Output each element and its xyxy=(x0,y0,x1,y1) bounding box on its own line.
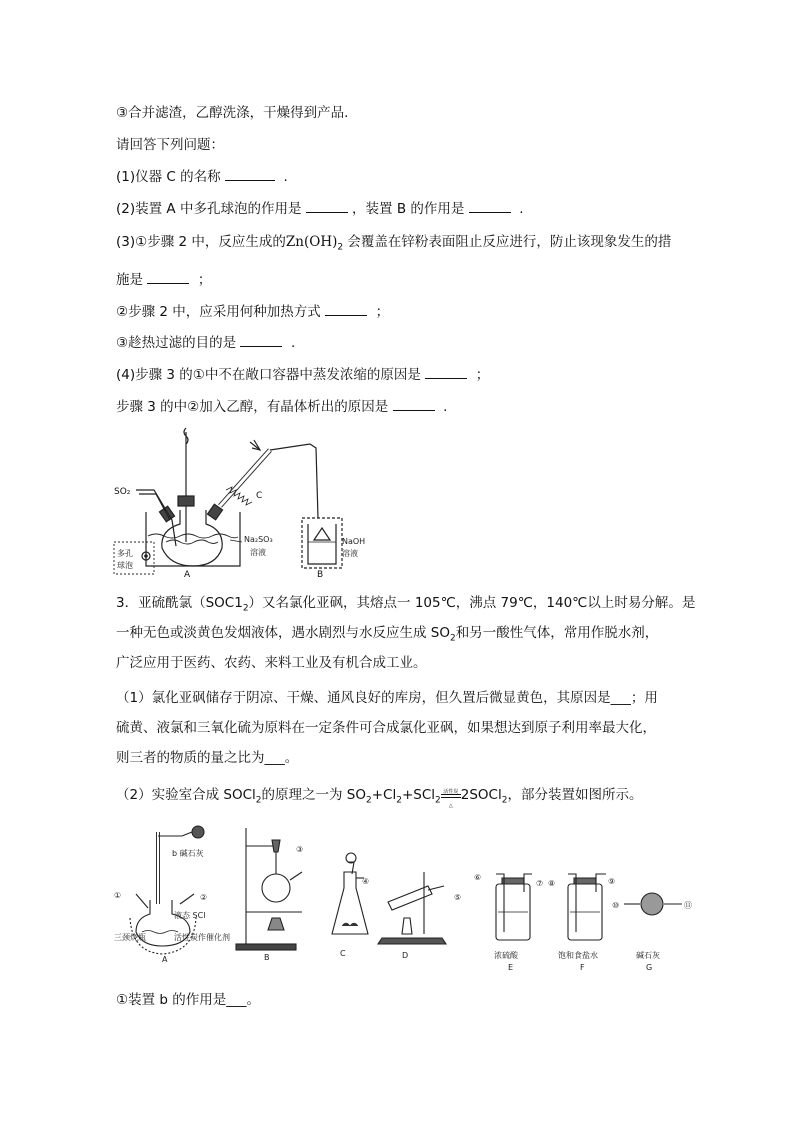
step3-line: ③合并滤渣，乙醇洗涤，干燥得到产品. xyxy=(116,105,349,121)
answer-blank[interactable] xyxy=(306,198,348,213)
apparatus-d-label: D xyxy=(402,951,409,960)
naoh-label-2: 溶液 xyxy=(342,549,358,558)
apparatus-figure-1 xyxy=(110,424,380,584)
catalyst-label: 活性炭作催化剂 xyxy=(174,933,230,942)
port-9-label: ⑨ xyxy=(608,877,616,886)
drying-bulb-g xyxy=(641,893,663,915)
funnel xyxy=(314,528,330,540)
question-3-2-1: ①装置 b 的作用是___。 xyxy=(116,992,261,1008)
neck-stopper xyxy=(207,504,222,520)
answer-blank[interactable] xyxy=(469,198,511,213)
bubbler-label-2: 球泡 xyxy=(117,561,133,570)
stand-base xyxy=(236,944,296,950)
apparatus-a-label: A xyxy=(162,955,168,964)
port-8-label: ⑧ xyxy=(548,879,556,888)
question-3-1: （1）氯化亚砜储存于阴凉、干燥、通风良好的库房，但久置后微显黄色，其原因是___；用 xyxy=(116,690,658,706)
neck-stopper xyxy=(178,496,194,506)
answer-blank[interactable] xyxy=(225,166,275,181)
reaction-arrow: 活性炭 △ xyxy=(441,792,461,798)
question-1-1: (1)仪器 C 的名称 . xyxy=(116,166,288,187)
water-bath xyxy=(146,512,240,566)
apparatus-c-label: C xyxy=(340,949,346,958)
question-3-intro: 3．亚硫酰氯$(SOC1_2)$又名氯化亚砜，其熔点一 105℃，沸点 79℃，140℃以上时易分解。是 xyxy=(116,595,696,614)
question-1-4a: (4)步骤 3 的①中不在敞口容器中蒸发浓缩的原因是 ； xyxy=(116,364,489,385)
question-3-2: （2）实验室合成 SOCl$_2$的原理之一为 $SO_2+Cl_2+SCl_2$ 活性炭 △ 2SOCl$_2$，部分装置如图所示。 xyxy=(116,787,643,809)
port-5-label: ⑤ xyxy=(454,893,462,902)
outlet-tube xyxy=(290,872,302,880)
flask-label: 三颈烧瓶 xyxy=(114,933,146,942)
drying-tube-bulb xyxy=(192,826,204,838)
burner-d xyxy=(378,938,446,944)
answer-blank[interactable] xyxy=(240,332,282,347)
question-3-1-cont-2: 则三者的物质的量之比为___。 xyxy=(116,750,299,766)
port-6-label: ⑥ xyxy=(474,873,482,882)
port-4-label: ④ xyxy=(362,877,370,886)
apparatus-b-label: B xyxy=(317,570,324,580)
condenser-label: C xyxy=(256,491,263,501)
question-1-3b: ②步骤 2 中，应采用何种加热方式 ； xyxy=(116,301,389,322)
saturated-brine-label: 饱和食盐水 xyxy=(558,951,598,960)
apparatus-a-label: A xyxy=(184,570,191,580)
liquid-scl2-label: 液态 SCl xyxy=(174,911,206,920)
dropping-funnel xyxy=(272,840,280,852)
naoh-label: NaOH xyxy=(342,537,366,546)
so2-label: SO₂ xyxy=(114,487,131,497)
burner-b xyxy=(268,918,284,930)
question-1-3a-cont: 施是 ； xyxy=(116,269,211,290)
port-7-label: ⑦ xyxy=(536,879,544,888)
apparatus-e-label: E xyxy=(508,963,514,972)
question-1-4b: 步骤 3 的中②加入乙醇，有晶体析出的原因是 . xyxy=(116,396,447,417)
apparatus-g-label: G xyxy=(646,963,653,972)
question-1-2: (2)装置 A 中多孔球泡的作用是 ，装置 B 的作用是 . xyxy=(116,198,524,219)
na2so3-label: Na₂SO₃ xyxy=(244,535,273,544)
test-tube-d xyxy=(388,886,432,910)
apparatus-f-label: F xyxy=(580,963,585,972)
port-10-label: ⑩ xyxy=(612,901,620,910)
round-flask xyxy=(262,874,290,902)
question-3-1-cont: 硫黄、液氯和三氧化硫为原料在一定条件可合成氯化亚砜，如果想达到原子利用率最大化， xyxy=(116,720,656,736)
question-1-3a: (3)①步骤 2 中，反应生成的$Zn(OH)_2$ 会覆盖在锌粉表面阻止反应进行，防止该现象发生的措 xyxy=(116,234,672,253)
beaker-b xyxy=(308,524,336,564)
soda-lime-b-label: b 碱石灰 xyxy=(172,849,204,858)
bubbler-label: 多孔 xyxy=(117,549,133,558)
answer-blank[interactable] xyxy=(393,396,435,411)
prompt-line: 请回答下列问题： xyxy=(116,137,224,153)
question-3-intro-2: 一种无色或淡黄色发烟液体，遇水剧烈与水反应生成 $SO_2$和另一酸性气体，常用作脱水剂， xyxy=(116,625,659,644)
conc-sulfuric-label: 浓硫酸 xyxy=(494,951,518,960)
answer-blank[interactable] xyxy=(425,364,467,379)
apparatus-figure-2 xyxy=(112,822,712,972)
port-1-label: ① xyxy=(114,891,122,900)
answer-blank[interactable] xyxy=(147,269,189,284)
soda-lime-g-label: 碱石灰 xyxy=(636,951,660,960)
question-1-3c: ③趁热过滤的目的是 . xyxy=(116,332,295,353)
na2so3-label-2: 溶液 xyxy=(250,548,266,557)
drying-tube-b xyxy=(158,832,192,836)
port-2-label: ② xyxy=(200,893,208,902)
question-3-intro-3: 广泛应用于医药、农药、来料工业及有机合成工业。 xyxy=(116,655,427,671)
gas-outlet-tube xyxy=(270,444,318,518)
apparatus-b-label: B xyxy=(264,953,270,962)
port-3-label: ③ xyxy=(296,845,304,854)
answer-blank[interactable] xyxy=(325,301,367,316)
port-11-label: ⑪ xyxy=(684,901,692,910)
